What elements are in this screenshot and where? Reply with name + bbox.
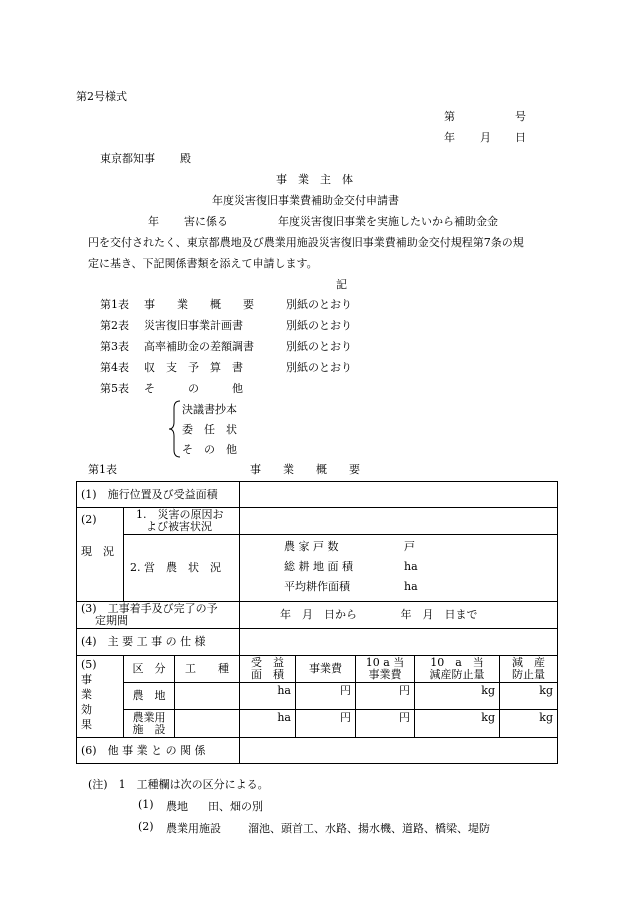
summary-table bbox=[76, 481, 558, 764]
doc-number-suffix: 号 bbox=[515, 110, 526, 123]
damage-cause-value bbox=[240, 508, 558, 535]
avg-area-label: 平均耕作面積 bbox=[284, 580, 350, 593]
unit-yen: 円 bbox=[296, 710, 356, 738]
addressee-honorific: 殿 bbox=[180, 152, 191, 165]
row-status-label: 現 況 bbox=[81, 545, 114, 558]
attachment-no: 第2表 bbox=[100, 319, 129, 332]
attachment-name: 高率補助金の差額調書 bbox=[144, 340, 254, 353]
note-lead: (注) 1 工種欄は次の区分による。 bbox=[88, 778, 269, 791]
ki-heading: 記 bbox=[336, 278, 347, 291]
date-month: 月 bbox=[480, 131, 491, 144]
attachment-no: 第1表 bbox=[100, 298, 129, 311]
attachment-name: 収 支 予 算 書 bbox=[144, 361, 243, 374]
attachment-note: 別紙のとおり bbox=[286, 298, 352, 311]
row-location-value bbox=[240, 482, 558, 508]
unit-ha: ha bbox=[240, 683, 296, 710]
farming-status-values bbox=[240, 535, 558, 602]
addressee: 東京都知事 bbox=[100, 152, 155, 165]
attachment-no: 第5表 bbox=[100, 382, 129, 395]
damage-cause-label: 1. 災害の原因お よび被害状況 bbox=[124, 508, 240, 535]
col-cost: 事業費 bbox=[296, 656, 356, 683]
attachment-no: 第4表 bbox=[100, 361, 129, 374]
attachment-note: 別紙のとおり bbox=[286, 361, 352, 374]
other-item: そ の 他 bbox=[182, 443, 237, 456]
body-line1-mid: 害に係る bbox=[184, 215, 228, 228]
unit-yen: 円 bbox=[356, 710, 415, 738]
unit-ha: ha bbox=[240, 710, 296, 738]
row-other-projects: (6) 他 事 業 と の 関 係 bbox=[77, 738, 240, 764]
row-status-header bbox=[77, 508, 124, 602]
brace-icon bbox=[168, 400, 182, 458]
row-status-no: (2) bbox=[81, 513, 97, 526]
note-item-desc: 田、畑の別 bbox=[208, 800, 263, 813]
note-item-cat: 農地 bbox=[166, 800, 188, 813]
unit-yen: 円 bbox=[356, 683, 415, 710]
row-main-works: (4) 主 要 工 事 の 仕 様 bbox=[77, 629, 240, 656]
date-year: 年 bbox=[444, 131, 455, 144]
row-schedule-value: 年 月 日から 年 月 日まで bbox=[240, 602, 558, 629]
body-line2: 円を交付されたく、東京都農地及び農業用施設災害復旧事業費補助金交付規程第7条の規 bbox=[88, 236, 524, 249]
total-area-label: 総 耕 地 面 積 bbox=[284, 560, 353, 573]
row-effect-header: (5) 事 業 効 果 bbox=[77, 656, 124, 738]
attachment-name: 災害復旧事業計画書 bbox=[144, 319, 243, 332]
note-item-cat: 農業用施設 bbox=[166, 822, 221, 835]
note-item-no: (2) bbox=[138, 820, 154, 833]
kubun-farmland: 農 地 bbox=[124, 683, 175, 710]
row-location: (1) 施行位置及び受益面積 bbox=[77, 482, 240, 508]
applicant: 事 業 主 体 bbox=[276, 173, 353, 186]
row-other-projects-value bbox=[240, 738, 558, 764]
form-number: 第2号様式 bbox=[76, 90, 127, 103]
table-row bbox=[77, 710, 558, 738]
unit-kg: kg bbox=[500, 710, 558, 738]
kubun-facility: 農業用 施 設 bbox=[124, 710, 175, 738]
other-item: 委 任 状 bbox=[182, 423, 237, 436]
attachment-note: 別紙のとおり bbox=[286, 319, 352, 332]
row-schedule-label: (3) 工事着手及び完了の予 定期間 bbox=[77, 602, 240, 629]
koshu-cell bbox=[175, 683, 240, 710]
doc-number-prefix: 第 bbox=[444, 110, 455, 123]
row-main-works-value bbox=[240, 629, 558, 656]
date-day: 日 bbox=[515, 131, 526, 144]
table1-title: 事 業 概 要 bbox=[250, 463, 360, 476]
farm-households-label: 農 家 戸 数 bbox=[284, 540, 339, 553]
note-item-no: (1) bbox=[138, 798, 154, 811]
col-cost-per-10a: 10 a 当 事業費 bbox=[356, 656, 415, 683]
unit-yen: 円 bbox=[296, 683, 356, 710]
unit-kg: kg bbox=[500, 683, 558, 710]
col-reduction-per-10a: 10 a 当 減産防止量 bbox=[415, 656, 500, 683]
document-title: 年度災害復旧事業費補助金交付申請書 bbox=[212, 194, 399, 207]
total-area-unit: ha bbox=[404, 560, 418, 573]
avg-area-unit: ha bbox=[404, 580, 418, 593]
attachment-note: 別紙のとおり bbox=[286, 340, 352, 353]
table-row bbox=[77, 683, 558, 710]
body-year: 年 bbox=[148, 215, 159, 228]
attachment-name: 事 業 概 要 bbox=[144, 298, 254, 311]
koshu-cell bbox=[175, 710, 240, 738]
other-item: 決議書抄本 bbox=[182, 403, 237, 416]
attachment-name: そ の 他 bbox=[144, 382, 243, 395]
unit-kg: kg bbox=[415, 710, 500, 738]
col-benefit-area: 受 益 面 積 bbox=[240, 656, 296, 683]
body-line3: 定に基き、下記関係書類を添えて申請します。 bbox=[88, 257, 318, 270]
col-koshu: 工 種 bbox=[175, 656, 240, 683]
attachment-no: 第3表 bbox=[100, 340, 129, 353]
col-kubun: 区 分 bbox=[124, 656, 175, 683]
table1-label: 第1表 bbox=[88, 463, 117, 476]
body-line1-end: 年度災害復旧事業を実施したいから補助金金 bbox=[278, 215, 498, 228]
farm-households-unit: 戸 bbox=[404, 540, 415, 553]
note-item-desc: 溜池、頭首工、水路、揚水機、道路、橋梁、堤防 bbox=[248, 822, 490, 835]
farming-status-label: 2. 営 農 状 況 bbox=[124, 535, 240, 602]
col-reduction: 減 産 防止量 bbox=[500, 656, 558, 683]
unit-kg: kg bbox=[415, 683, 500, 710]
